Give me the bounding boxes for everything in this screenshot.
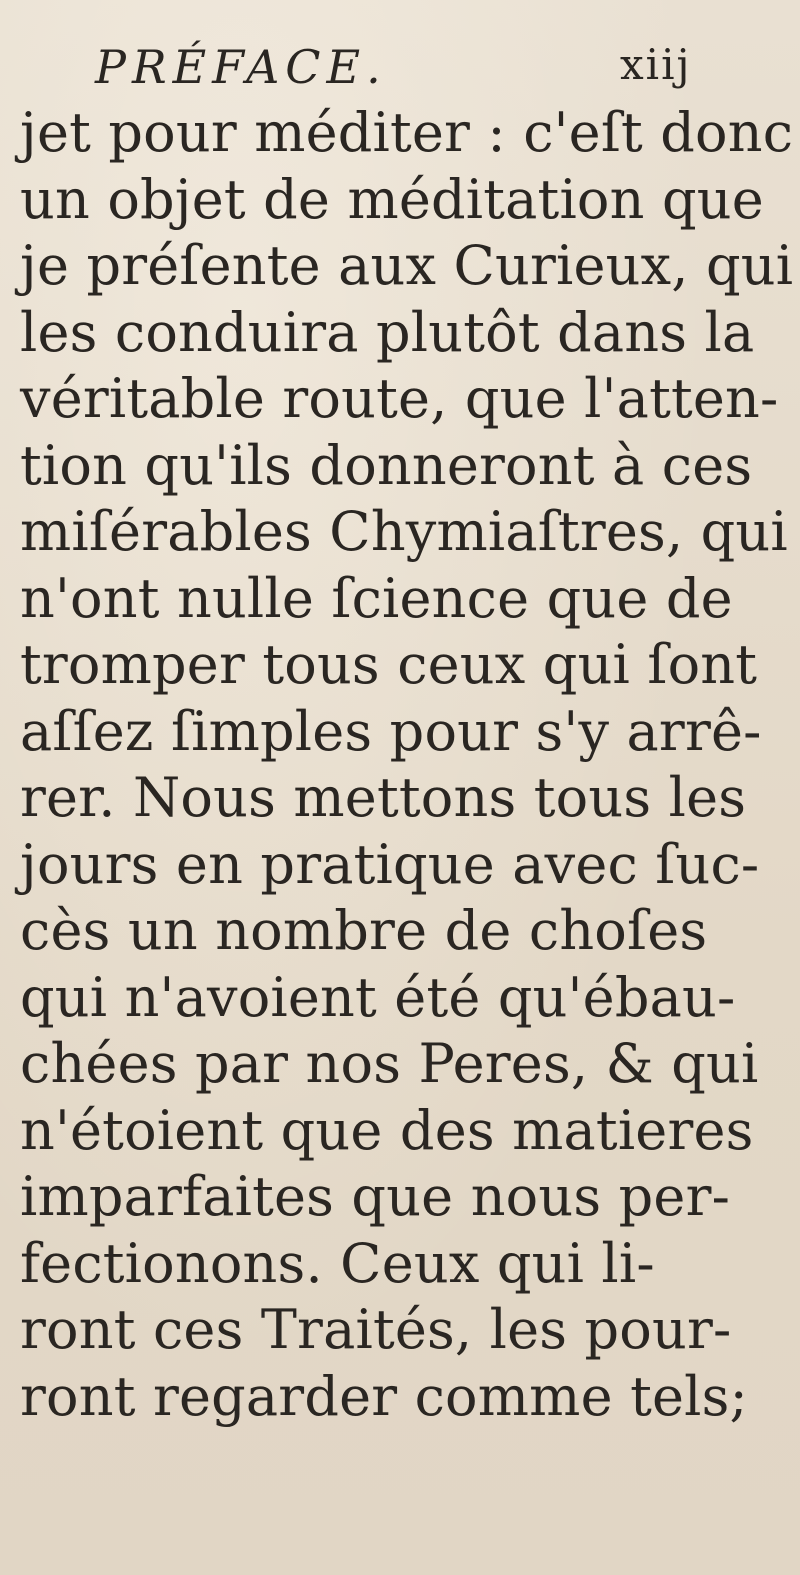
text-line: tromper tous ceux qui ſont [20, 633, 758, 696]
body-text [20, 100, 795, 1430]
text-line: jours en pratique avec ſuc- [20, 832, 760, 896]
page-number: xiij [620, 40, 692, 89]
text-line: qui n'avoient été qu'ébau- [20, 965, 736, 1029]
text-line: chées par nos Peres, & qui [20, 1032, 759, 1095]
text-line: n'étoient que des matieres [20, 1098, 754, 1162]
text-line: les conduira plutôt dans la [20, 300, 755, 364]
running-header [95, 40, 695, 100]
text-line: jet pour méditer : c'eſt donc [20, 101, 794, 164]
text-line: fectionons. Ceux qui li- [20, 1231, 655, 1295]
text-line: n'ont nulle ſcience que de [20, 566, 733, 630]
text-line: ront ces Traités, les pour- [20, 1298, 732, 1361]
header-title: PRÉFACE. [95, 40, 387, 94]
text-line: tion qu'ils donneront à ces [20, 433, 753, 497]
text-line: véritable route, que l'atten- [20, 367, 779, 430]
text-line: cès un nombre de choſes [20, 899, 708, 962]
text-line: miſérables Chymiaſtres, qui [20, 500, 788, 563]
text-line: un objet de méditation que [20, 167, 764, 231]
text-line: imparfaites que nous per- [20, 1165, 731, 1228]
text-line: ront regarder comme tels; [20, 1364, 748, 1428]
text-line: je préſente aux Curieux, qui [20, 234, 794, 297]
text-line: rer. Nous mettons tous les [20, 766, 747, 829]
text-line: aſſez ſimples pour s'y arrê- [20, 699, 762, 763]
